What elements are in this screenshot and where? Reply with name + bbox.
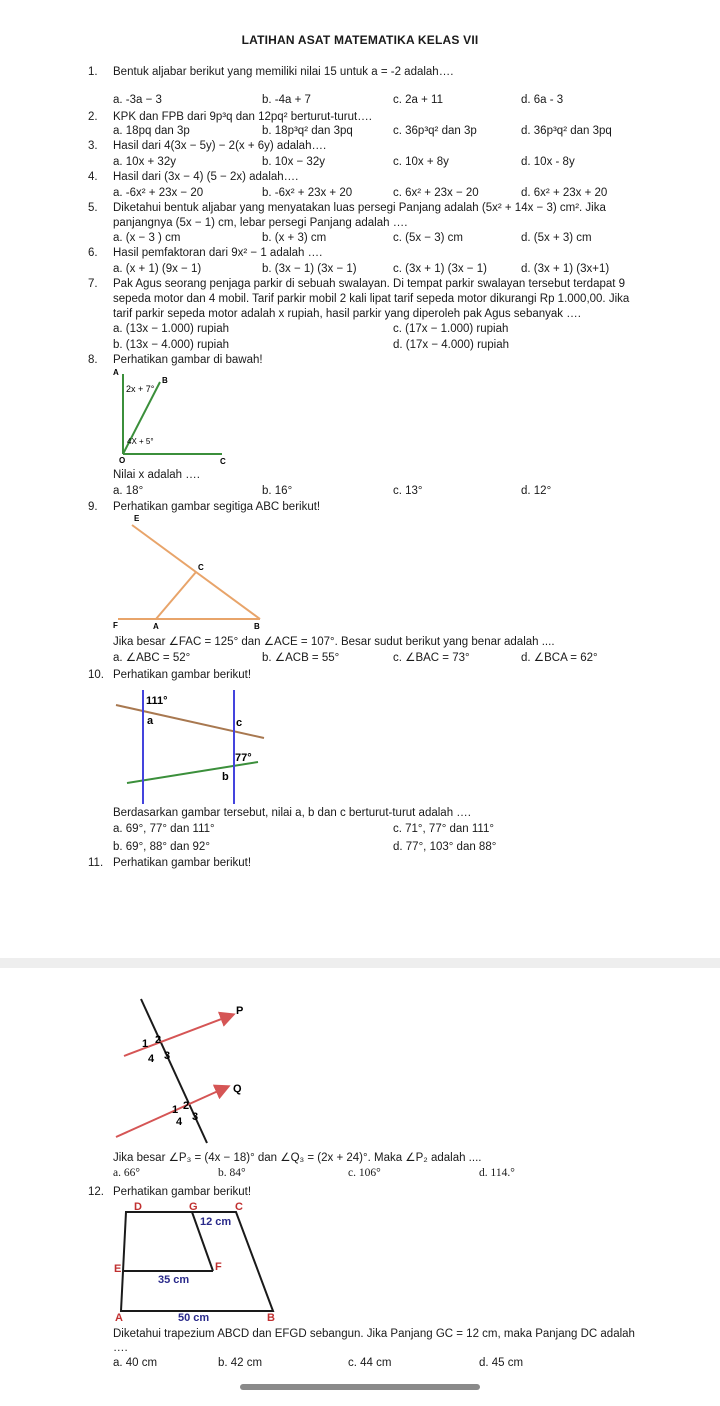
q12-figure bbox=[110, 1199, 290, 1325]
q2-option-b[interactable]: b. 18p³q² dan 3pq bbox=[262, 125, 353, 137]
q12-label-e: E bbox=[114, 1263, 122, 1275]
q12-length-ef: 35 cm bbox=[158, 1274, 190, 1286]
q11-label-p2: 2 bbox=[155, 1034, 162, 1046]
q8-text: Perhatikan gambar di bawah! bbox=[113, 354, 263, 366]
q4-option-d[interactable]: d. 6x² + 23x + 20 bbox=[521, 187, 608, 199]
q5-number: 5. bbox=[88, 202, 98, 214]
q8-option-c[interactable]: c. 13° bbox=[393, 485, 423, 497]
q8-option-d[interactable]: d. 12° bbox=[521, 485, 552, 497]
q12-label-b: B bbox=[267, 1312, 275, 1324]
q2-option-a[interactable]: a. 18pq dan 3p bbox=[113, 125, 190, 137]
q5-option-a[interactable]: a. (x − 3 ) cm bbox=[113, 232, 181, 244]
q8-angle-aob: 2x + 7° bbox=[126, 384, 155, 394]
q1-option-c[interactable]: c. 2a + 11 bbox=[393, 94, 443, 106]
q1-number: 1. bbox=[88, 66, 98, 78]
page-title: LATIHAN ASAT MATEMATIKA KELAS VII bbox=[241, 33, 479, 47]
q7-option-c[interactable]: c. (17x − 1.000) rupiah bbox=[393, 323, 509, 335]
q12-label-f: F bbox=[215, 1261, 222, 1273]
home-indicator[interactable] bbox=[240, 1384, 480, 1390]
q9-option-b[interactable]: b. ∠ACB = 55° bbox=[262, 652, 340, 664]
q8-label-c: C bbox=[220, 457, 226, 466]
q8-option-b[interactable]: b. 16° bbox=[262, 485, 293, 497]
q9-figure bbox=[110, 513, 270, 633]
q9-option-d[interactable]: d. ∠BCA = 62° bbox=[521, 652, 598, 664]
q11-line-p bbox=[124, 1015, 232, 1056]
q11-label-p4: 4 bbox=[148, 1053, 155, 1065]
q7-text-line3: tarif parkir sepeda motor adalah x rupiah, hasil parkir yang diperoleh pak Agus sebanyak …. bbox=[113, 308, 581, 320]
q12-number: 12. bbox=[88, 1186, 104, 1198]
q12-label-c: C bbox=[235, 1201, 243, 1213]
q6-text: Hasil pemfaktoran dari 9x² − 1 adalah …. bbox=[113, 247, 323, 259]
q5-text-line2: panjangnya (5x − 1) cm, lebar persegi Panjang adalah …. bbox=[113, 217, 408, 229]
q12-length-ab: 50 cm bbox=[178, 1312, 210, 1324]
page-break bbox=[0, 958, 720, 968]
q10-option-b[interactable]: b. 69°, 88° dan 92° bbox=[113, 841, 210, 853]
q9-label-c: C bbox=[198, 563, 204, 572]
q10-label-77: 77° bbox=[235, 752, 252, 764]
q8-label-a: A bbox=[113, 368, 119, 377]
q9-option-c[interactable]: c. ∠BAC = 73° bbox=[393, 652, 470, 664]
q12-label-g: G bbox=[189, 1201, 198, 1213]
q4-text: Hasil dari (3x − 4) (5 − 2x) adalah…. bbox=[113, 171, 299, 183]
q5-option-b[interactable]: b. (x + 3) cm bbox=[262, 232, 327, 244]
q12-label-a: A bbox=[115, 1312, 123, 1324]
q12-prompt-line2: …. bbox=[113, 1342, 128, 1354]
q11-label-p: P bbox=[236, 1005, 244, 1017]
q12-option-c[interactable]: c. 44 cm bbox=[348, 1357, 392, 1369]
q9-label-f: F bbox=[113, 621, 118, 630]
q3-option-a[interactable]: a. 10x + 32y bbox=[113, 156, 176, 168]
q10-line-green bbox=[127, 762, 258, 783]
q10-figure bbox=[110, 686, 270, 806]
q11-option-c[interactable]: c. 106° bbox=[348, 1167, 381, 1179]
q8-option-a[interactable]: a. 18° bbox=[113, 485, 144, 497]
q9-label-e: E bbox=[134, 514, 140, 523]
q11-text: Perhatikan gambar berikut! bbox=[113, 857, 252, 869]
q5-text-line1: Diketahui bentuk aljabar yang menyatakan luas persegi Panjang adalah (5x² + 14x − 3) cm². Jika bbox=[113, 202, 606, 214]
q9-option-a[interactable]: a. ∠ABC = 52° bbox=[113, 652, 191, 664]
q4-option-a[interactable]: a. -6x² + 23x − 20 bbox=[113, 187, 204, 199]
q10-label-c: c bbox=[236, 717, 243, 729]
q6-option-c[interactable]: c. (3x + 1) (3x − 1) bbox=[393, 263, 487, 275]
q4-option-c[interactable]: c. 6x² + 23x − 20 bbox=[393, 187, 479, 199]
q3-option-b[interactable]: b. 10x − 32y bbox=[262, 156, 325, 168]
q9-number: 9. bbox=[88, 501, 98, 513]
q11-label-q4: 4 bbox=[176, 1116, 183, 1128]
q11-label-q3: 3 bbox=[192, 1111, 199, 1123]
q7-option-a[interactable]: a. (13x − 1.000) rupiah bbox=[113, 323, 230, 335]
q2-text: KPK dan FPB dari 9p³q dan 12pq² berturut-turut…. bbox=[113, 111, 372, 123]
q10-label-b: b bbox=[222, 771, 229, 783]
q2-option-c[interactable]: c. 36p³q² dan 3p bbox=[393, 125, 477, 137]
q11-option-b[interactable]: b. 84° bbox=[218, 1167, 246, 1179]
q12-length-gc: 12 cm bbox=[200, 1216, 232, 1228]
q11-label-q1: 1 bbox=[172, 1104, 179, 1116]
q10-label-111: 111° bbox=[146, 695, 168, 707]
q11-label-p3: 3 bbox=[164, 1050, 171, 1062]
q12-option-b[interactable]: b. 42 cm bbox=[218, 1357, 263, 1369]
q12-prompt-line1: Diketahui trapezium ABCD dan EFGD sebangun. Jika Panjang GC = 12 cm, maka Panjang DC adalah bbox=[113, 1328, 635, 1340]
q1-text: Bentuk aljabar berikut yang memiliki nilai 15 untuk a = -2 adalah…. bbox=[113, 66, 454, 78]
q11-option-d[interactable]: d. 114.° bbox=[479, 1167, 515, 1179]
q10-prompt: Berdasarkan gambar tersebut, nilai a, b dan c berturut-turut adalah …. bbox=[113, 807, 471, 819]
q8-figure bbox=[110, 366, 240, 466]
q8-prompt: Nilai x adalah …. bbox=[113, 469, 200, 481]
q8-number: 8. bbox=[88, 354, 98, 366]
q10-option-a[interactable]: a. 69°, 77° dan 111° bbox=[113, 823, 215, 835]
q3-text: Hasil dari 4(3x − 5y) − 2(x + 6y) adalah…. bbox=[113, 140, 327, 152]
q12-text: Perhatikan gambar berikut! bbox=[113, 1186, 252, 1198]
q3-number: 3. bbox=[88, 140, 98, 152]
q11-label-p1: 1 bbox=[142, 1038, 149, 1050]
q10-option-d[interactable]: d. 77°, 103° dan 88° bbox=[393, 841, 497, 853]
q9-line-ca bbox=[156, 572, 196, 619]
q11-label-q: Q bbox=[233, 1083, 242, 1095]
q6-option-a[interactable]: a. (x + 1) (9x − 1) bbox=[113, 263, 202, 275]
q5-option-d[interactable]: d. (5x + 3) cm bbox=[521, 232, 592, 244]
q8-label-o: O bbox=[119, 456, 126, 465]
q4-option-b[interactable]: b. -6x² + 23x + 20 bbox=[262, 187, 353, 199]
q11-option-a[interactable]: a. 66° bbox=[113, 1167, 140, 1179]
q10-label-a: a bbox=[147, 715, 154, 727]
q3-option-c[interactable]: c. 10x + 8y bbox=[393, 156, 449, 168]
q7-number: 7. bbox=[88, 278, 98, 290]
q2-option-d[interactable]: d. 36p³q² dan 3pq bbox=[521, 125, 612, 137]
q3-option-d[interactable]: d. 10x - 8y bbox=[521, 156, 575, 168]
q2-number: 2. bbox=[88, 111, 98, 123]
q1-option-b[interactable]: b. -4a + 7 bbox=[262, 94, 311, 106]
q6-option-b[interactable]: b. (3x − 1) (3x − 1) bbox=[262, 263, 357, 275]
q9-text: Perhatikan gambar segitiga ABC berikut! bbox=[113, 501, 321, 513]
q11-label-q2: 2 bbox=[183, 1100, 190, 1112]
q4-number: 4. bbox=[88, 171, 98, 183]
q11-number: 11. bbox=[88, 857, 104, 869]
q7-text-line1: Pak Agus seorang penjaga parkir di sebuah swalayan. Di tempat parkir swalayan tersebut terdapat 9 bbox=[113, 278, 626, 290]
q1-option-a[interactable]: a. -3a − 3 bbox=[113, 94, 162, 106]
q9-label-a: A bbox=[153, 622, 159, 631]
q10-option-c[interactable]: c. 71°, 77° dan 111° bbox=[393, 823, 494, 835]
q12-option-a[interactable]: a. 40 cm bbox=[113, 1357, 158, 1369]
q8-label-b: B bbox=[162, 376, 168, 385]
q6-number: 6. bbox=[88, 247, 98, 259]
q5-option-c[interactable]: c. (5x − 3) cm bbox=[393, 232, 463, 244]
q10-number: 10. bbox=[88, 669, 104, 681]
q6-option-d[interactable]: d. (3x + 1) (3x+1) bbox=[521, 263, 610, 275]
q7-text-line2: sepeda motor dan 4 mobil. Tarif parkir mobil 2 kali lipat tarif sepeda motor dikurangi Rp 1.000,00. Jika bbox=[113, 293, 630, 305]
q7-option-b[interactable]: b. (13x − 4.000) rupiah bbox=[113, 339, 230, 351]
q12-label-d: D bbox=[134, 1201, 142, 1213]
q1-option-d[interactable]: d. 6a - 3 bbox=[521, 94, 564, 106]
q12-option-d[interactable]: d. 45 cm bbox=[479, 1357, 524, 1369]
q9-prompt: Jika besar ∠FAC = 125° dan ∠ACE = 107°. Besar sudut berikut yang benar adalah .... bbox=[113, 636, 555, 648]
q11-prompt: Jika besar ∠P₃ = (4x − 18)° dan ∠Q₃ = (2x + 24)°. Maka ∠P₂ adalah .... bbox=[113, 1152, 482, 1164]
q9-label-b: B bbox=[254, 622, 260, 631]
q10-text: Perhatikan gambar berikut! bbox=[113, 669, 252, 681]
q7-option-d[interactable]: d. (17x − 4.000) rupiah bbox=[393, 339, 510, 351]
q8-angle-boc: 4X + 5° bbox=[127, 437, 154, 446]
q11-figure bbox=[112, 995, 262, 1147]
